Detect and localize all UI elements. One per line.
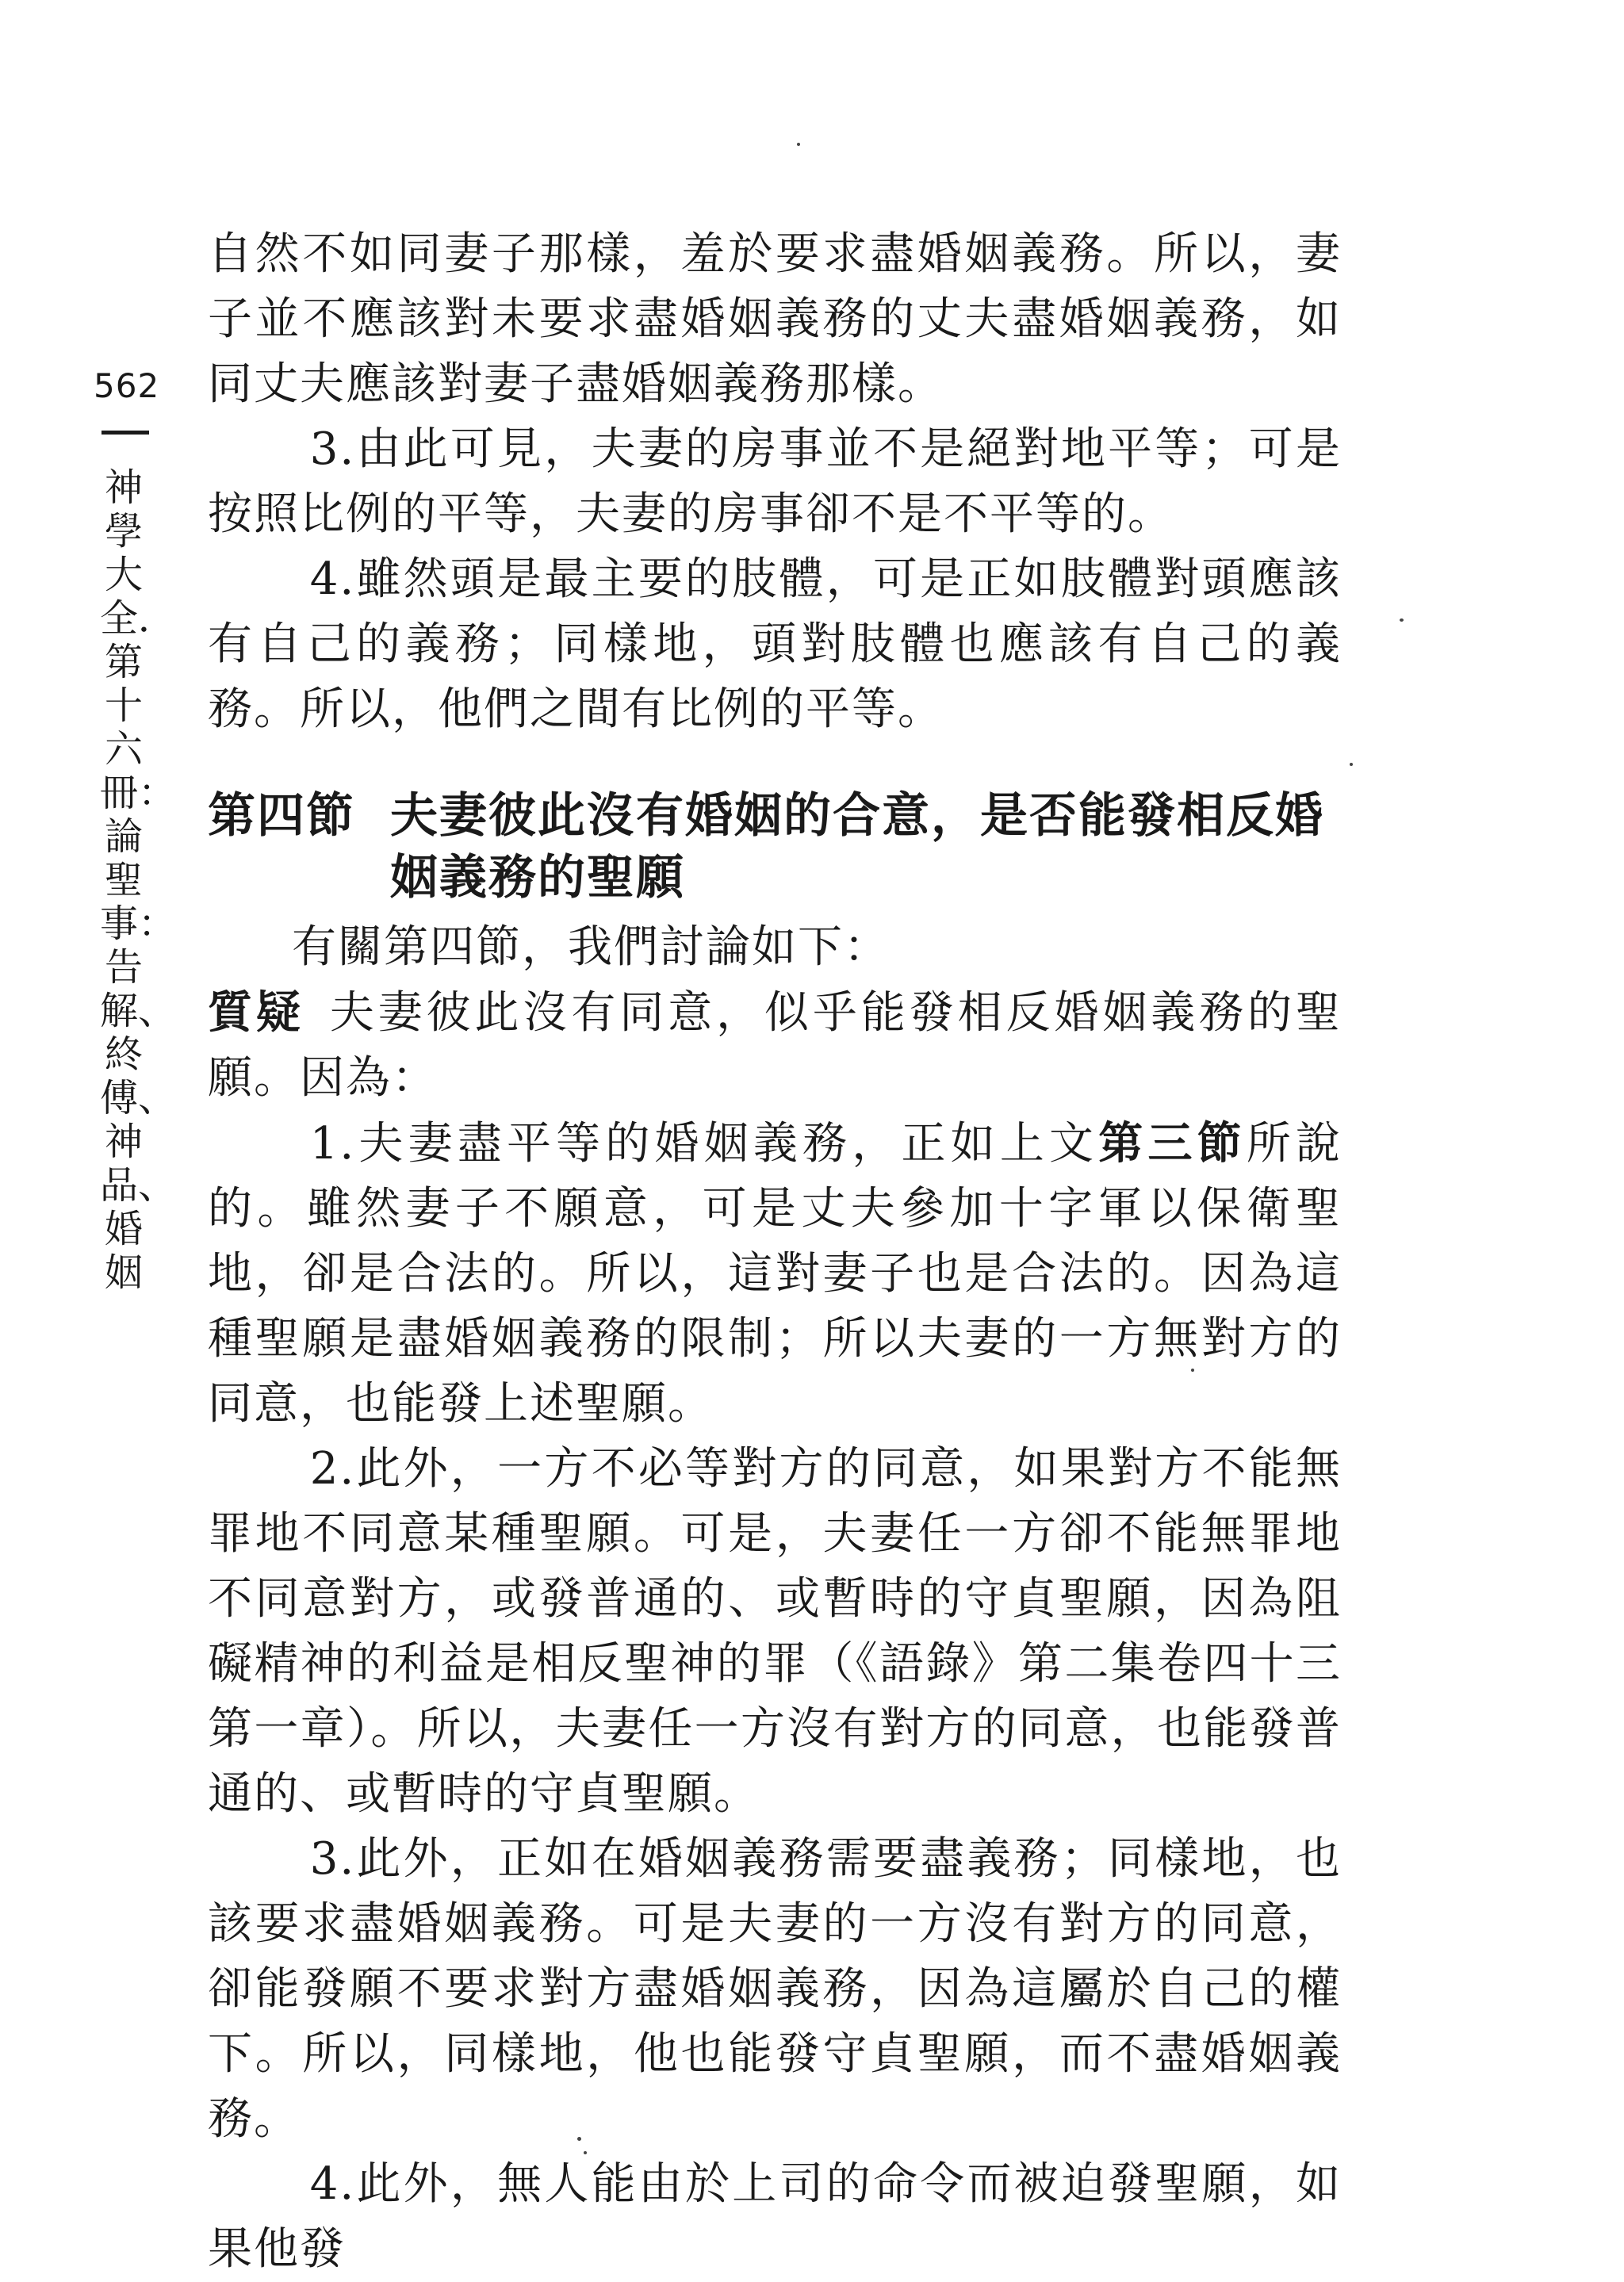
page-number: 562 — [94, 366, 160, 405]
objection-point-4: 4.此外，無人能由於上司的命令而被迫發聖願，如果他發 — [208, 2158, 1342, 2275]
section-title: 夫妻彼此沒有婚姻的合意，是否能發相反婚姻義務的聖願 — [390, 788, 1324, 906]
point-1-text-a: 1.夫妻盡平等的婚姻義務，正如上文 — [309, 1118, 1099, 1170]
objection-text: 夫妻彼此沒有同意，似乎能發相反婚姻義務的聖願。因為： — [208, 987, 1342, 1104]
objection-point-2: 2.此外，一方不必等對方的同意，如果對方不能無罪地不同意某種聖願。可是，夫妻任一方卻不能無罪地不同意對方，或發普通的、或暫時的守貞聖願，因為阻礙精神的利益是相反聖神的罪（《語錄》第二集卷四十三第一章）。所以，夫妻任一方沒有對方的同意，也能發普通的、或暫時的守貞聖願。 — [208, 1443, 1342, 1820]
scan-speck — [577, 2137, 581, 2141]
paragraph-point-3: 3.由此可見，夫妻的房事並不是絕對地平等；可是按照比例的平等，夫妻的房事卻不是不平等的。 — [208, 423, 1342, 540]
objection-point-3: 3.此外，正如在婚姻義務需要盡義務；同樣地，也該要求盡婚姻義務。可是夫妻的一方沒有對方的同意，卻能發願不要求對方盡婚姻義務，因為這屬於自己的權下。所以，同樣地，他也能發守貞聖願，而不盡婚姻義務。 — [208, 1833, 1342, 2145]
scan-speck — [1400, 618, 1404, 622]
main-text — [208, 222, 1342, 2282]
objection-point-1 — [208, 1111, 1342, 1437]
section-number: 第四節 — [208, 788, 355, 844]
margin-rule — [102, 431, 149, 435]
point-1-text-b: 所說的。雖然妻子不願意，可是丈夫參加十字軍以保衛聖地，卻是合法的。所以，這對妻子也是合法的。因為這種聖願是盡婚姻義務的限制；所以夫妻的一方無對方的同意，也能發上述聖願。 — [208, 1118, 1342, 1430]
section-heading — [208, 785, 1342, 909]
scan-speck — [1350, 763, 1353, 766]
cross-reference: 第三節 — [1098, 1117, 1247, 1170]
scan-speck — [1191, 1369, 1194, 1372]
paragraph-continued: 自然不如同妻子那樣，羞於要求盡婚姻義務。所以，妻子並不應該對未要求盡婚姻義務的丈夫盡婚姻義務，如同丈夫應該對妻子盡婚姻義務那樣。 — [208, 228, 1342, 410]
scan-speck — [797, 143, 800, 146]
scan-speck — [584, 2151, 587, 2154]
objection-label: 質疑 — [208, 986, 304, 1039]
section-intro: 有關第四節，我們討論如下： — [292, 921, 890, 973]
running-head: 神學大全．第十六冊：論聖事：告解、終傅、神品、婚姻 — [100, 465, 177, 1295]
objection-paragraph — [208, 980, 1342, 1111]
paragraph-point-4: 4.雖然頭是最主要的肢體，可是正如肢體對頭應該有自己的義務；同樣地，頭對肢體也應該有自己的義務。所以，他們之間有比例的平等。 — [208, 553, 1342, 735]
